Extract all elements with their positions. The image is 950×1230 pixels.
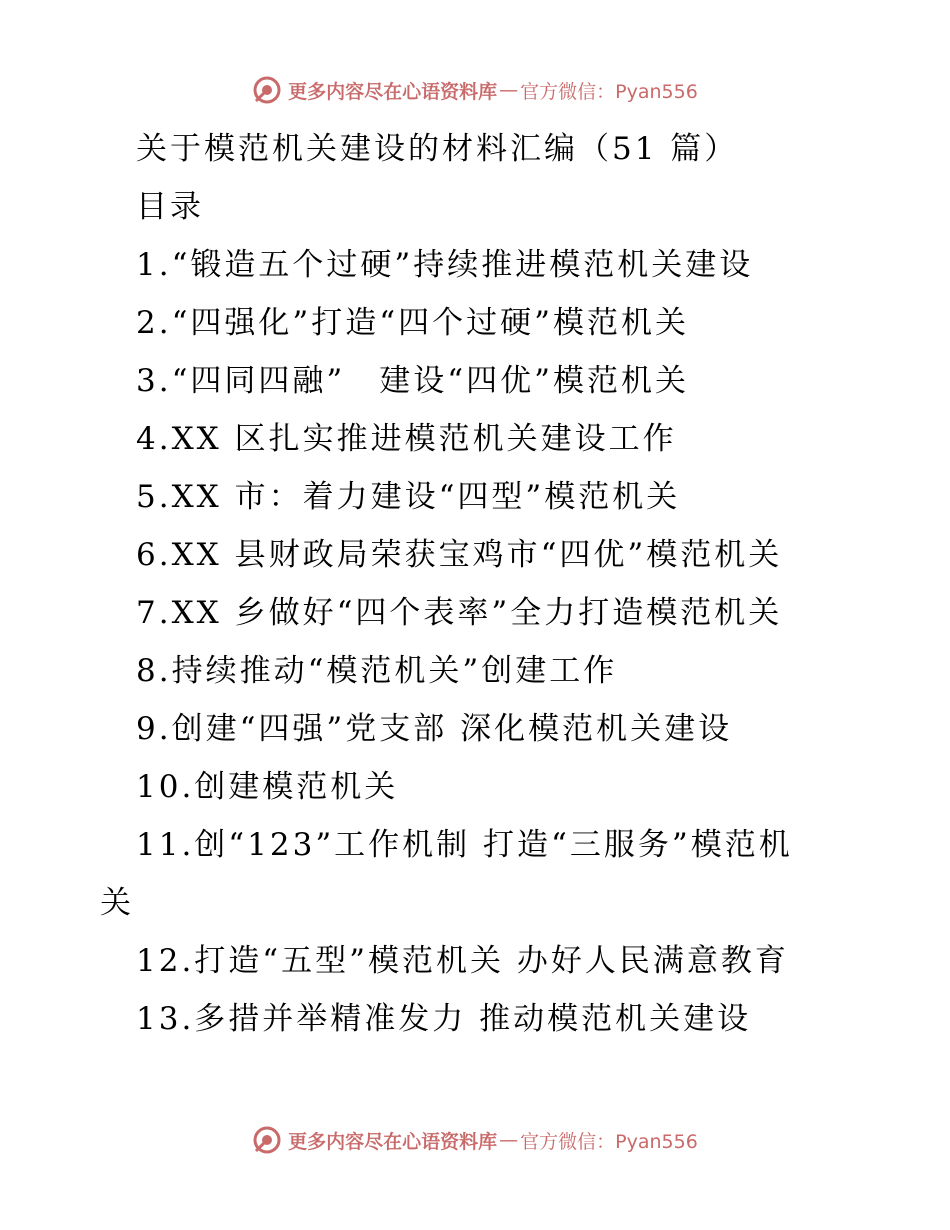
toc-item: 3.“四同四融” 建设“四优”模范机关 <box>136 363 689 399</box>
toc-heading: 目录 <box>136 189 204 225</box>
logo-icon <box>252 75 282 105</box>
document-title: 关于模范机关建设的材料汇编（51 篇） <box>136 131 739 167</box>
toc-item: 5.XX 市：着力建设“四型”模范机关 <box>136 479 681 515</box>
banner-sub: 官方微信：Pyan556 <box>520 80 698 103</box>
footer-banner <box>0 1122 950 1158</box>
toc-item: 2.“四强化”打造“四个过硬”模范机关 <box>136 305 689 341</box>
document-body <box>100 120 850 1048</box>
banner-text: 更多内容尽在心语资料库 <box>288 80 498 103</box>
toc-item: 1.“锻造五个过硬”持续推进模范机关建设 <box>136 247 754 283</box>
toc-item: 4.XX 区扎实推进模范机关建设工作 <box>136 421 677 457</box>
toc-item: 12.打造“五型”模范机关 办好人民满意教育 <box>136 943 789 979</box>
banner-sub: 官方微信：Pyan556 <box>520 1130 698 1153</box>
banner-separator: — <box>499 1129 519 1151</box>
toc-item: 10.创建模范机关 <box>136 769 399 805</box>
toc-item: 13.多措并举精准发力 推动模范机关建设 <box>136 1001 752 1037</box>
toc-item: 8.持续推动“模范机关”创建工作 <box>136 653 618 689</box>
banner-text: 更多内容尽在心语资料库 <box>288 1130 498 1153</box>
toc-item: 11.创“123”工作机制 打造“三服务”模范机 <box>136 827 793 863</box>
toc-item: 9.创建“四强”党支部 深化模范机关建设 <box>136 711 733 747</box>
toc-item: 6.XX 县财政局荣获宝鸡市“四优”模范机关 <box>136 537 783 573</box>
banner-separator: — <box>499 79 519 101</box>
toc-item: 7.XX 乡做好“四个表率”全力打造模范机关 <box>136 595 783 631</box>
header-banner <box>0 72 950 108</box>
logo-icon <box>252 1125 282 1155</box>
toc-item-continuation: 关 <box>100 885 134 921</box>
